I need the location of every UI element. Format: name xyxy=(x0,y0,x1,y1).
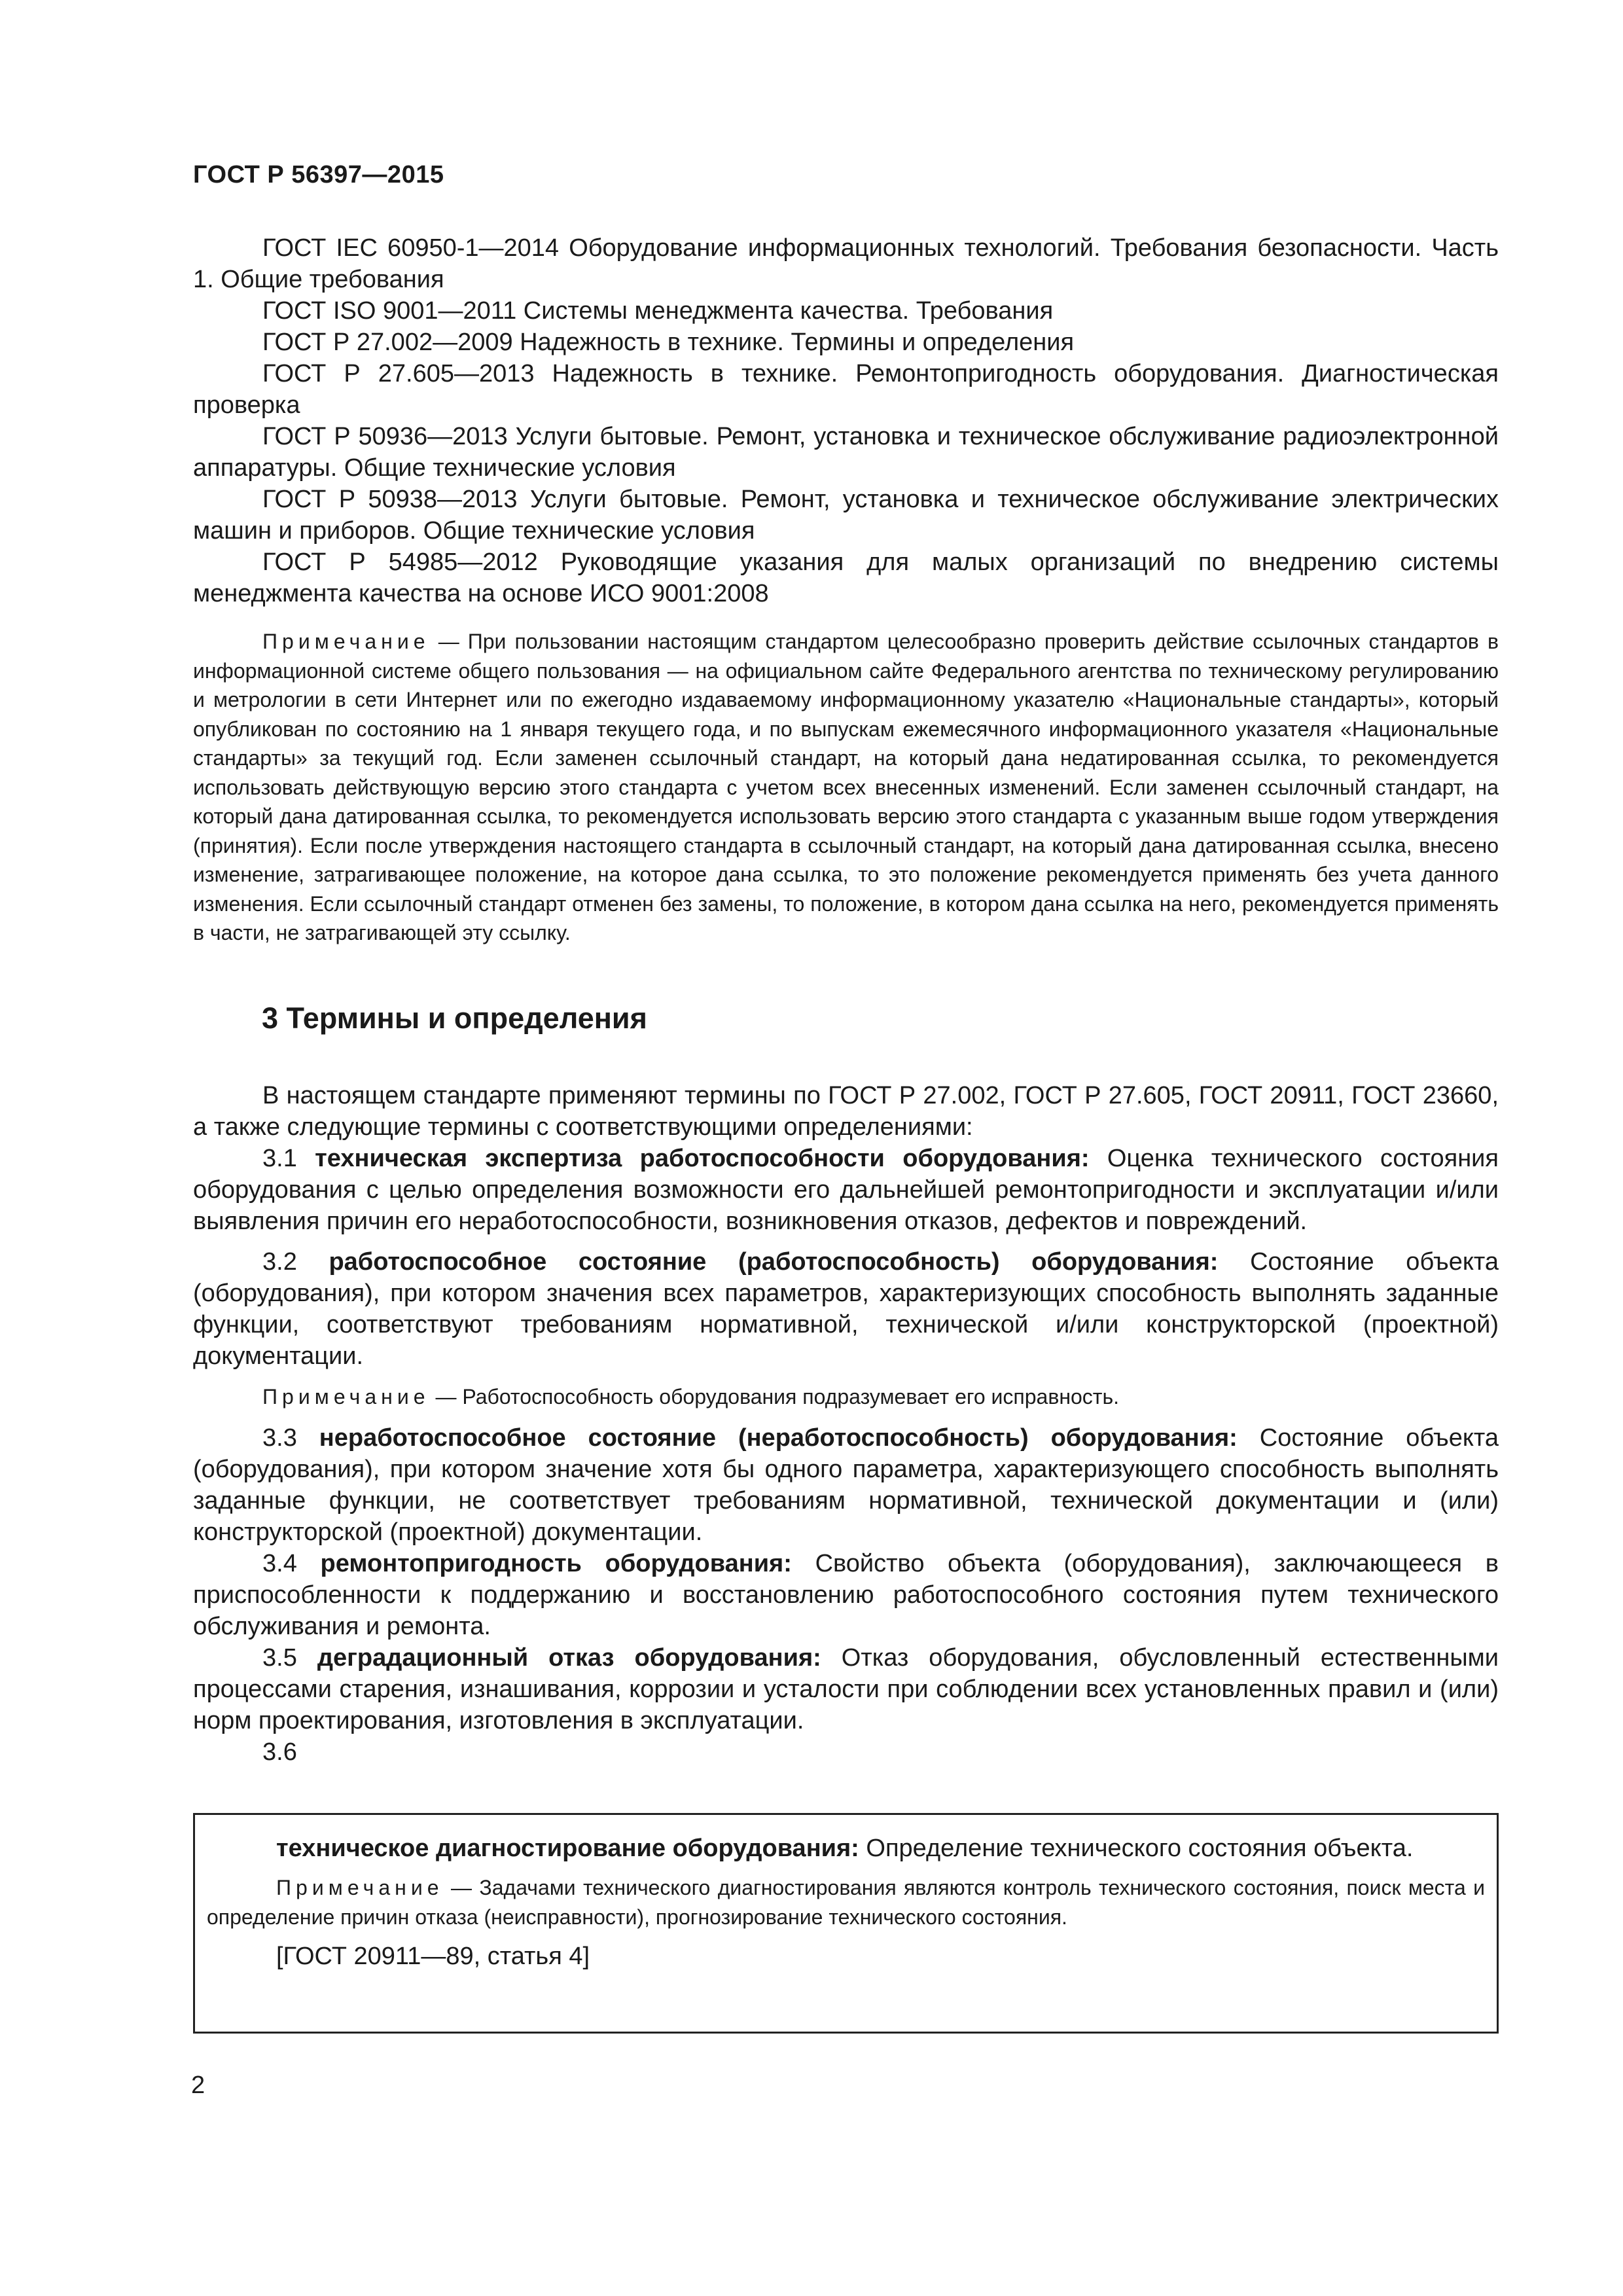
reference-item: ГОСТ Р 27.002—2009 Надежность в технике. Термины и определения xyxy=(262,329,1075,356)
term-definition: Оценка технического состояния оборудования с целью определения возможности его дальнейшей ремонтопригодности и эксплуатации и/или выявления причин его неработоспособности, возникновения отказов, дефектов и повреждений. xyxy=(193,1145,1499,1235)
reference-item: ГОСТ Р 50936—2013 Услуги бытовые. Ремонт, установка и техническое обслуживание радиоэлектронной аппаратуры. Общие технические условия xyxy=(193,423,1499,482)
term-3-6-number: 3.6 xyxy=(262,1738,297,1766)
term-definition: Отказ оборудования, обусловленный естественными процессами старения, изнашивания, коррозии и усталости при соблюдении всех установленных правил и (или) норм проектирования, изготовления в эксплуатации. xyxy=(193,1643,1499,1734)
reference-item: ГОСТ Р 54985—2012 Руководящие указания для малых организаций по внедрению системы менеджмента качества на основе ИСО 9001:2008 xyxy=(193,548,1499,607)
note-text: — Работоспособность оборудования подразумевает его исправность. xyxy=(429,1385,1119,1408)
term-definition: Состояние объекта (оборудования), при котором значение хотя бы одного параметра, характеризующего способность выполнять заданные функции, не соответствует требованиям нормативной, технической документации и (или) конструкторской (проектной) документации. xyxy=(193,1424,1499,1546)
term-3-1 xyxy=(193,1143,1499,1237)
section-intro: В настоящем стандарте применяют термины по ГОСТ Р 27.002, ГОСТ Р 27.605, ГОСТ 20911, ГОСТ 23660, а также следующие термины с соответствующими определениями: xyxy=(193,1082,1499,1141)
normative-references-list xyxy=(193,232,1499,609)
reference-item: ГОСТ Р 50938—2013 Услуги бытовые. Ремонт, установка и техническое обслуживание электрических машин и приборов. Общие технические условия xyxy=(193,486,1499,545)
note-text: — Задачами технического диагностирования являются контроль технического состояния, поиск места и определение причин отказа (неисправности), прогнозирование технического состояния. xyxy=(207,1876,1485,1929)
source-citation: [ГОСТ 20911—89, статья 4] xyxy=(276,1943,590,1970)
reference-item: ГОСТ ISO 9001—2011 Системы менеджмента качества. Требования xyxy=(262,297,1054,325)
reference-item: ГОСТ IEC 60950-1—2014 Оборудование информационных технологий. Требования безопасности. Часть 1. Общие требования xyxy=(193,234,1499,293)
term-definition: Определение технического состояния объекта. xyxy=(859,1835,1414,1862)
note-label: Примечание xyxy=(276,1876,444,1899)
term-3-5 xyxy=(193,1642,1499,1736)
term-3-4 xyxy=(193,1548,1499,1642)
term-number: 3.5 xyxy=(262,1643,317,1672)
terms-section-body xyxy=(193,1080,1499,1768)
page-number: 2 xyxy=(191,2072,205,2099)
note-text: — При пользовании настоящим стандартом целесообразно проверить действие ссылочных стандартов в информационной системе общего пользования — на официальном сайте Федерального агентства по техническому регулированию и метрологии в сети Интернет или по ежегодно издаваемому информационному указателю «Национальные стандарты», который опубликован по состоянию на 1 января текущего года, и по выпускам ежемесячного информационного указателя «Национальные стандарты» за текущий год. Если заменен ссылочный стандарт, на который дана недатированная ссылка, то рекомендуется использовать действующую версию этого стандарта с учетом всех внесенных изменений. Если заменен ссылочный стандарт, на который дана датированная ссылка, то рекомендуется использовать версию этого стандарта с указанным выше годом утверждения (принятия). Если после утверждения настоящего стандарта в ссылочный стандарт, на который дана датированная ссылка, внесено изменение, затрагивающее положение, на которое дана ссылка, то это положение рекомендуется применять без учета данного изменения. Если ссылочный стандарт отменен без замены, то положение, в котором дана ссылка на него, рекомендуется применять в части, не затрагивающей эту ссылку. xyxy=(193,630,1499,944)
term-3-6-note xyxy=(207,1873,1485,1931)
term-number: 3.1 xyxy=(262,1145,315,1172)
term-definition: Свойство объекта (оборудования), заключающееся в приспособленности к поддержанию и восстановлению работоспособного состояния путем технического обслуживания и ремонта. xyxy=(193,1549,1499,1640)
term-number: 3.4 xyxy=(262,1549,321,1577)
term-3-3 xyxy=(193,1422,1499,1548)
term-3-2 xyxy=(193,1246,1499,1372)
term-number: 3.3 xyxy=(262,1424,319,1452)
term-definition: Состояние объекта (оборудования), при котором значения всех параметров, характеризующих способность выполнять заданные функции, соответствуют требованиям нормативной, технической и/или конструкторской (проектной) документации. xyxy=(193,1248,1499,1370)
term-name: деградационный отказ оборудования: xyxy=(317,1643,821,1672)
term-3-2-note xyxy=(193,1382,1499,1412)
section-title: 3 Термины и определения xyxy=(262,1001,647,1035)
references-note xyxy=(193,627,1499,948)
term-name: работоспособное состояние (работоспособность) оборудования: xyxy=(329,1248,1219,1276)
term-name: неработоспособное состояние (неработоспособность) оборудования: xyxy=(319,1424,1238,1452)
term-name: техническое диагностирование оборудования: xyxy=(276,1835,859,1862)
note-label: Примечание xyxy=(262,630,430,653)
reference-item: ГОСТ Р 27.605—2013 Надежность в технике. Ремонтопригодность оборудования. Диагностическая проверка xyxy=(193,360,1499,419)
quoted-term-frame xyxy=(193,1813,1499,2034)
term-3-6 xyxy=(207,1833,1485,1864)
note-label: Примечание xyxy=(262,1385,430,1408)
term-number: 3.2 xyxy=(262,1248,329,1276)
term-name: техническая экспертиза работоспособности оборудования: xyxy=(315,1145,1090,1172)
document-code: ГОСТ Р 56397—2015 xyxy=(193,161,444,188)
term-name: ремонтопригодность оборудования: xyxy=(320,1549,792,1577)
